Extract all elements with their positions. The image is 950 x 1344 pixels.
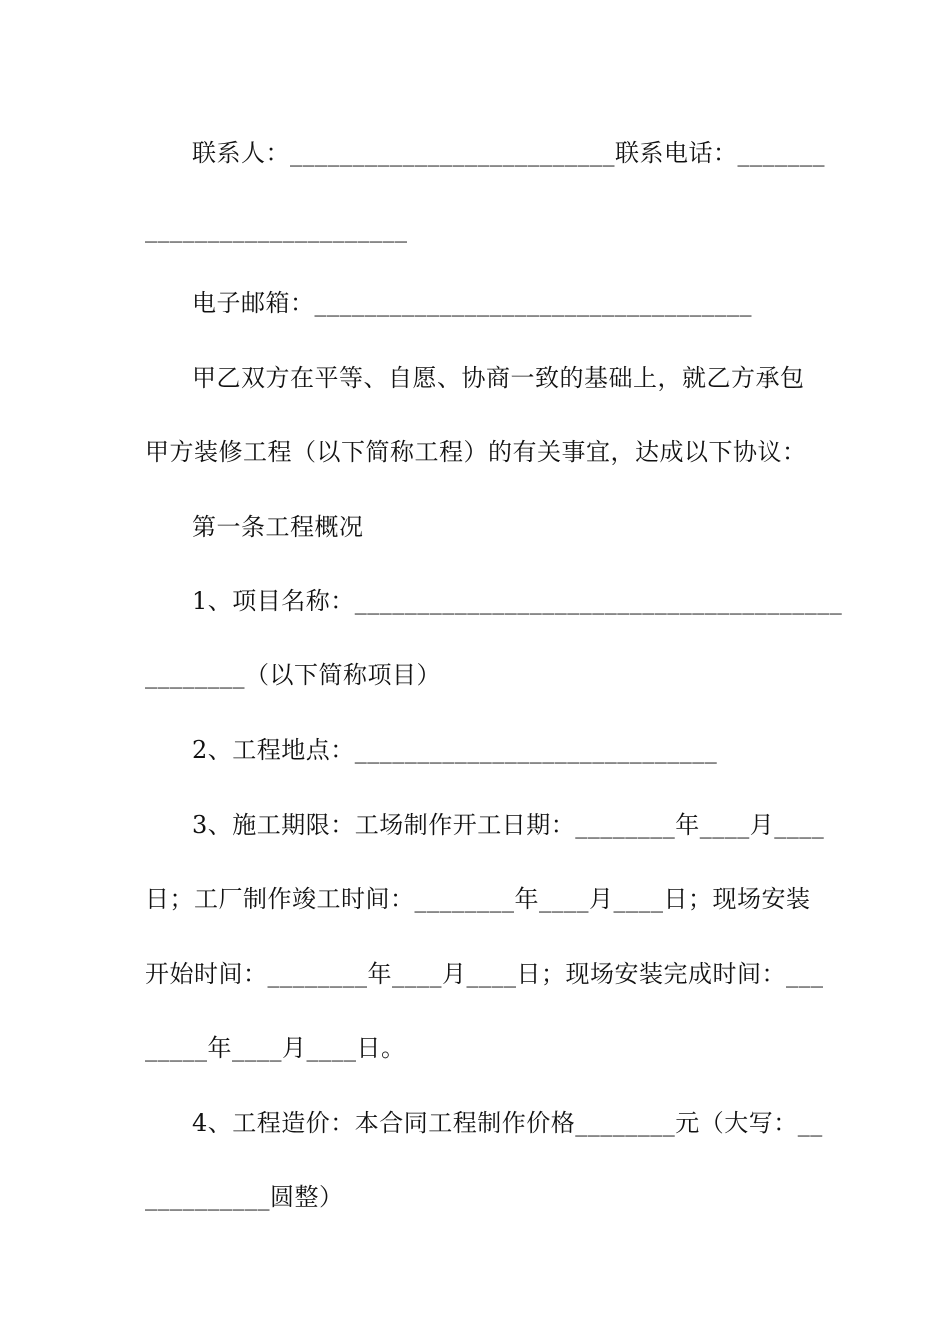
schedule-line-2: 日；工厂制作竣工时间：________年____月____日；现场安装 bbox=[145, 885, 811, 913]
email-line: 电子邮箱：___________________________________ bbox=[192, 289, 752, 317]
price-line: 4、工程造价：本合同工程制作价格________元（大写：__ bbox=[192, 1109, 823, 1137]
contact-line: 联系人：__________________________联系电话：_______ bbox=[192, 139, 825, 167]
contact-phone-continuation: _____________________ bbox=[145, 215, 408, 243]
schedule-line-4: _____年____月____日。 bbox=[145, 1034, 406, 1062]
schedule-line-1: 3、施工期限：工场制作开工日期：________年____月____ bbox=[192, 811, 825, 839]
project-name-line: 1、项目名称：_______________________________________ bbox=[192, 587, 843, 615]
price-continuation: __________圆整） bbox=[145, 1183, 344, 1211]
schedule-line-3: 开始时间：________年____月____日；现场安装完成时间：___ bbox=[145, 960, 824, 988]
preamble-line-1: 甲乙双方在平等、自愿、协商一致的基础上，就乙方承包 bbox=[192, 364, 805, 392]
article-1-heading: 第一条工程概况 bbox=[192, 513, 364, 541]
preamble-line-2: 甲方装修工程（以下简称工程）的有关事宜，达成以下协议： bbox=[145, 438, 807, 466]
project-name-continuation: ________（以下简称项目） bbox=[145, 661, 441, 689]
project-location-line: 2、工程地点：_____________________________ bbox=[192, 736, 718, 764]
